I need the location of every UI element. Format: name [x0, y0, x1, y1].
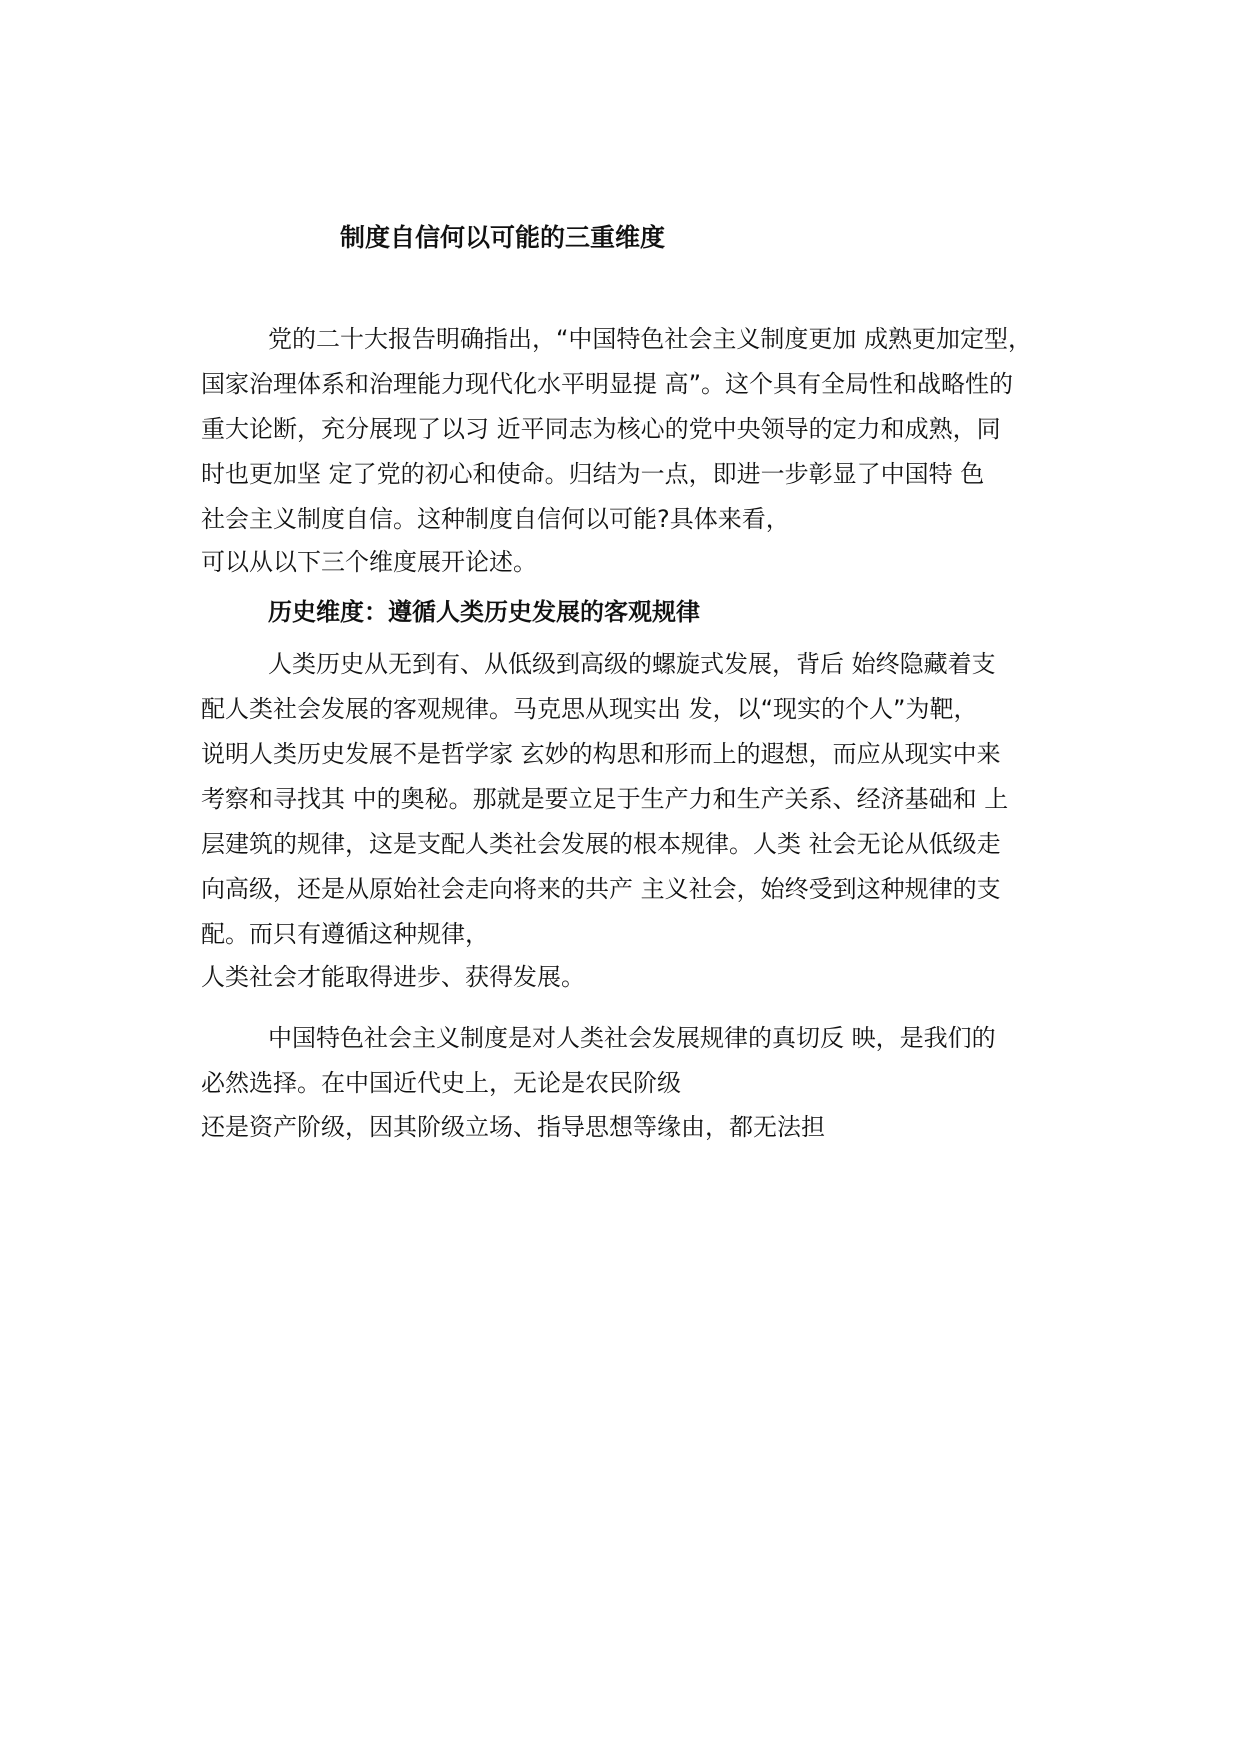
paragraph-line: 必然选择。在中国近代史上，无论是农民阶级 — [201, 1069, 681, 1097]
paragraph-line: 党的二十大报告明确指出，“中国特色社会主义制度更加 成熟更加定型， — [268, 325, 1033, 353]
document-title: 制度自信何以可能的三重维度 — [340, 223, 666, 252]
paragraph-line: 中国特色社会主义制度是对人类社会发展规律的真切反 映，是我们的 — [268, 1024, 996, 1052]
paragraph-line: 人类社会才能取得进步、获得发展。 — [201, 963, 585, 991]
paragraph-line: 配。而只有遵循这种规律， — [201, 920, 489, 948]
paragraph-line: 还是资产阶级，因其阶级立场、指导思想等缘由，都无法担 — [201, 1113, 825, 1141]
paragraph-line: 层建筑的规律，这是支配人类社会发展的根本规律。人类 社会无论从低级走 — [201, 830, 1001, 858]
paragraph-line: 人类历史从无到有、从低级到高级的螺旋式发展，背后 始终隐藏着支 — [268, 650, 996, 678]
section-heading: 历史维度：遵循人类历史发展的客观规律 — [268, 598, 700, 626]
paragraph-line: 说明人类历史发展不是哲学家 玄妙的构思和形而上的遐想，而应从现实中来 — [201, 740, 1001, 768]
paragraph-line: 配人类社会发展的客观规律。马克思从现实出 发，以“现实的个人”为靶， — [201, 695, 978, 723]
paragraph-line: 时也更加坚 定了党的初心和使命。归结为一点，即进一步彰显了中国特 色 — [201, 460, 985, 488]
paragraph-line: 社会主义制度自信。这种制度自信何以可能?具体来看， — [201, 505, 790, 533]
paragraph-line: 重大论断，充分展现了以习 近平同志为核心的党中央领导的定力和成熟，同 — [201, 415, 1001, 443]
paragraph-line: 考察和寻找其 中的奥秘。那就是要立足于生产力和生产关系、经济基础和 上 — [201, 785, 1009, 813]
paragraph-line: 国家治理体系和治理能力现代化水平明显提 高”。这个具有全局性和战略性的 — [201, 370, 1014, 398]
paragraph-line: 向高级，还是从原始社会走向将来的共产 主义社会，始终受到这种规律的支 — [201, 875, 1001, 903]
paragraph-line: 可以从以下三个维度展开论述。 — [201, 548, 537, 576]
